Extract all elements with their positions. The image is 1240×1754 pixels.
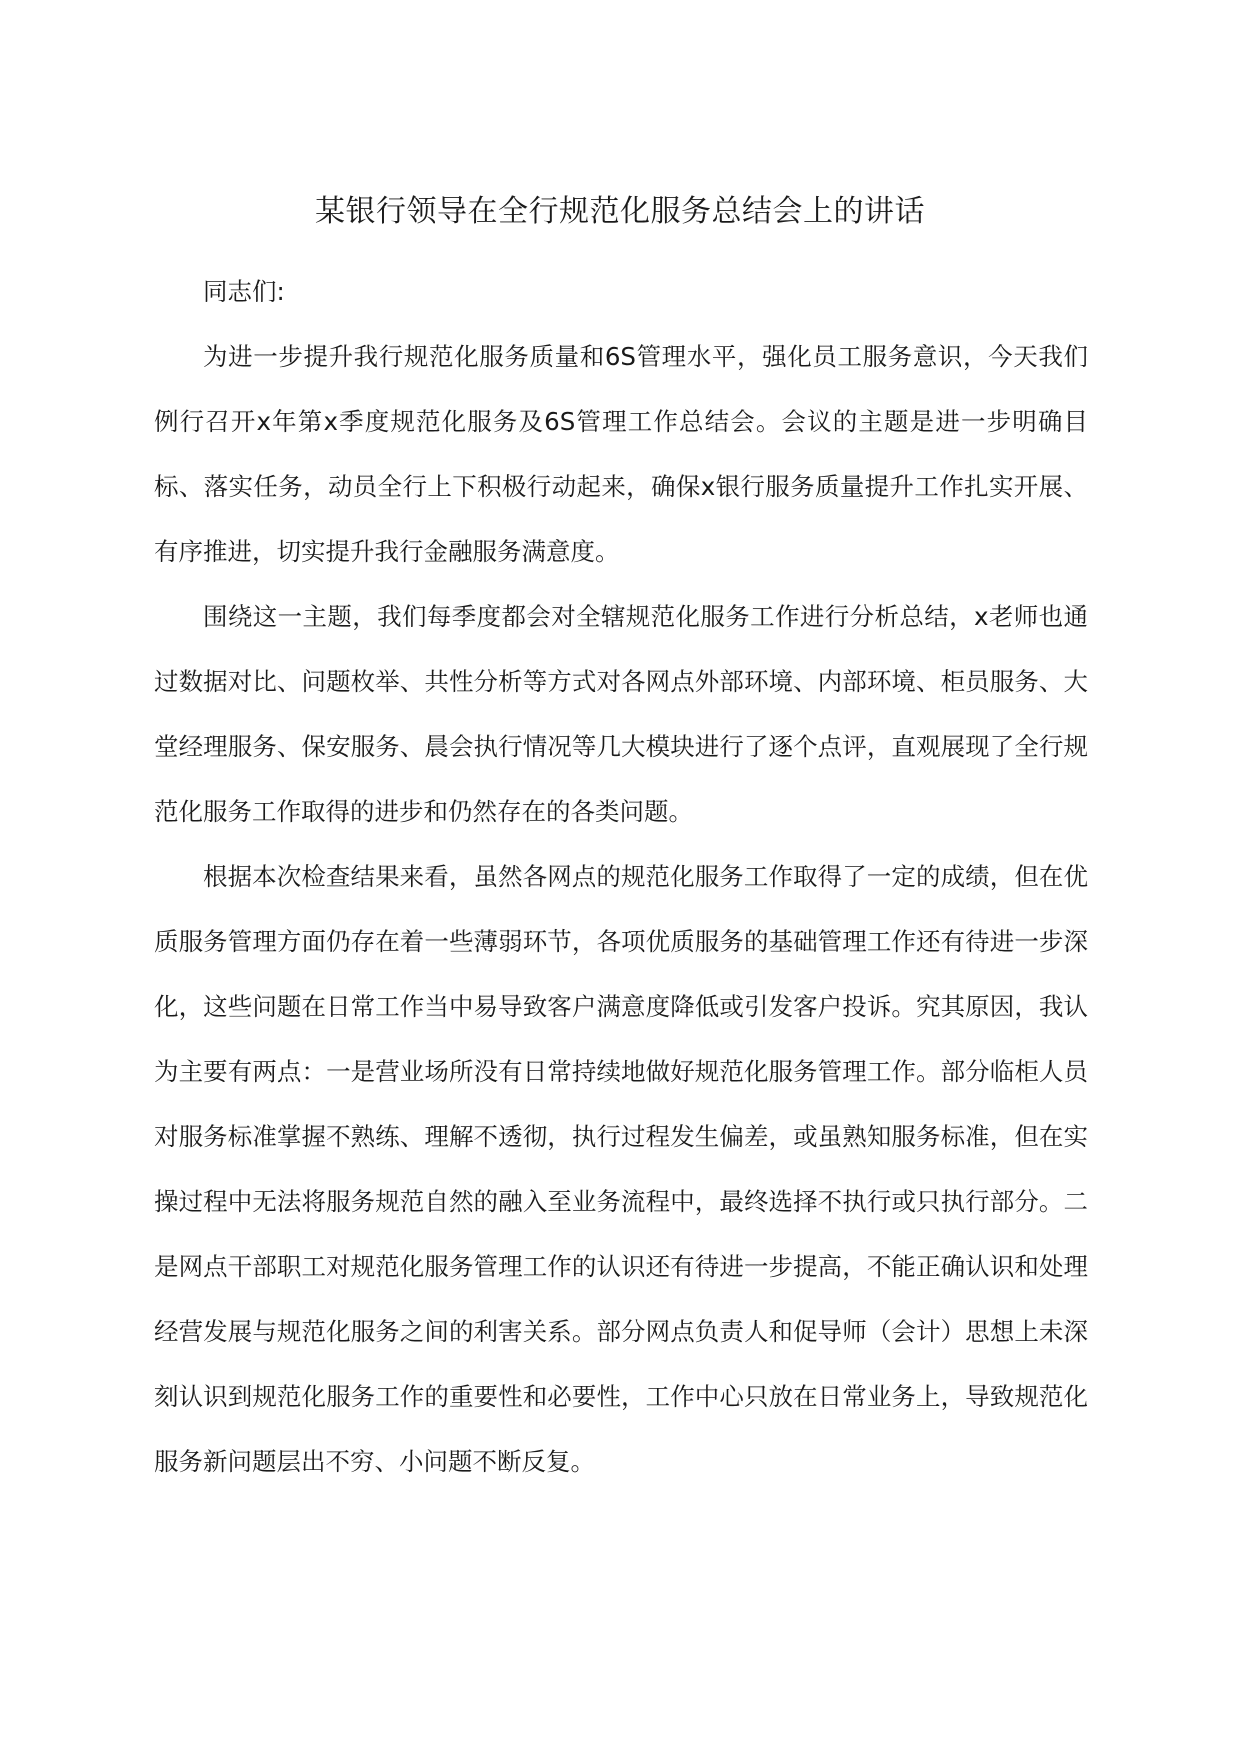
paragraph-1: 为进一步提升我行规范化服务质量和6S管理水平，强化员工服务意识，今天我们例行召开x年第x季度规范化服务及6S管理工作总结会。会议的主题是进一步明确目标、落实任务，动员全行上下积极行动起来，确保x银行服务质量提升工作扎实开展、有序推进，切实提升我行金融服务满意度。 [154, 342, 1088, 566]
document-body [154, 259, 1088, 1494]
paragraph-2: 围绕这一主题，我们每季度都会对全辖规范化服务工作进行分析总结，x老师也通过数据对比、问题枚举、共性分析等方式对各网点外部环境、内部环境、柜员服务、大堂经理服务、保安服务、晨会执行情况等几大模块进行了逐个点评，直观展现了全行规范化服务工作取得的进步和仍然存在的各类问题。 [154, 602, 1088, 826]
paragraph-3: 根据本次检查结果来看，虽然各网点的规范化服务工作取得了一定的成绩，但在优质服务管理方面仍存在着一些薄弱环节，各项优质服务的基础管理工作还有待进一步深化，这些问题在日常工作当中易导致客户满意度降低或引发客户投诉。究其原因，我认为主要有两点：一是营业场所没有日常持续地做好规范化服务管理工作。部分临柜人员对服务标准掌握不熟练、理解不透彻，执行过程发生偏差，或虽熟知服务标准，但在实操过程中无法将服务规范自然的融入至业务流程中，最终选择不执行或只执行部分。二是网点干部职工对规范化服务管理工作的认识还有待进一步提高，不能正确认识和处理经营发展与规范化服务之间的利害关系。部分网点负责人和促导师（会计）思想上未深刻认识到规范化服务工作的重要性和必要性，工作中心只放在日常业务上，导致规范化服务新问题层出不穷、小问题不断反复。 [154, 862, 1088, 1476]
salutation: 同志们: [203, 277, 285, 306]
document-title: 某银行领导在全行规范化服务总结会上的讲话 [315, 194, 925, 229]
